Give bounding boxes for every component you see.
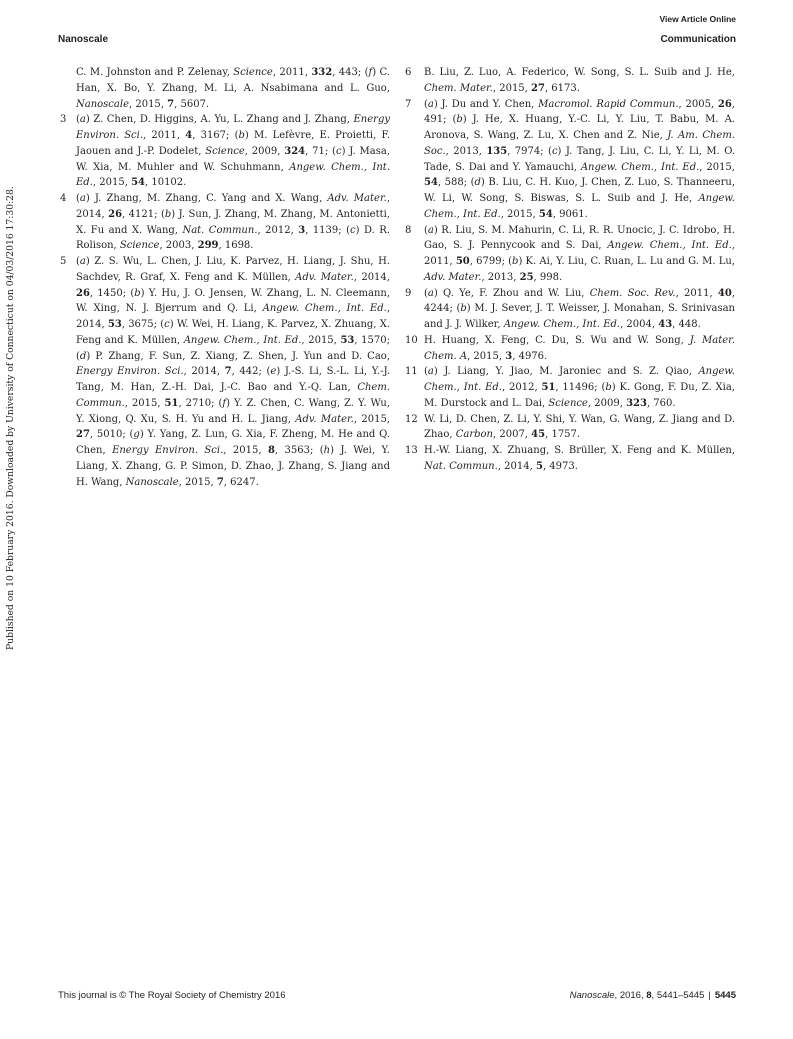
footer-journal: Nanoscale xyxy=(569,990,615,1001)
reference-item xyxy=(60,112,390,191)
reference-text: C. M. Johnston and P. Zelenay, Science, 2011, 332, 443; (f) C. Han, X. Bo, Y. Zhang, M. Li, A. Nsabimana and L. Guo, Nanoscale, 2015, 7, 5607. xyxy=(76,67,390,110)
publication-notice: Published on 10 February 2016. Downloaded by University of Connecticut on 04/03/2016 17:30:28. xyxy=(5,186,16,650)
reference-text: B. Liu, Z. Luo, A. Federico, W. Song, S. L. Suib and J. He, Chem. Mater., 2015, 27, 6173. xyxy=(424,67,735,94)
reference-text: W. Li, D. Chen, Z. Li, Y. Shi, Y. Wan, G. Wang, Z. Jiang and D. Zhao, Carbon, 2007, 45, 1757. xyxy=(424,413,735,441)
footer-volume: 8 xyxy=(646,990,652,1001)
journal-header: Nanoscale xyxy=(58,34,109,45)
reference-number: 9 xyxy=(405,287,412,299)
reference-text: (a) J. Zhang, M. Zhang, C. Yang and X. Wang, Adv. Mater., 2014, 26, 4121; (b) J. Sun, J. Zhang, M. Zhang, M. Antonietti, X. Fu and X. Wang, Nat. Commun., 2012, 3, 1139; (c) D. R. Rolison, Science, 2003, 299, 1698. xyxy=(76,193,390,252)
publication-sidebar xyxy=(3,130,19,650)
reference-item xyxy=(405,443,735,475)
reference-item xyxy=(60,254,390,490)
page-number: 5445 xyxy=(714,990,736,1001)
reference-text: (a) J. Liang, Y. Jiao, M. Jaroniec and S. Z. Qiao, Angew. Chem., Int. Ed., 2012, 51, 11496; (b) K. Gong, F. Du, Z. Xia, M. Durstock and L. Dai, Science, 2009, 323, 760. xyxy=(424,366,735,409)
references-right-column xyxy=(405,65,735,475)
copyright-footer: This journal is © The Royal Society of Chemistry 2016 xyxy=(58,990,286,1001)
references-left-column xyxy=(60,65,390,490)
reference-item xyxy=(405,364,735,411)
reference-item xyxy=(405,223,735,286)
reference-item xyxy=(60,65,390,112)
reference-number: 13 xyxy=(405,445,418,456)
reference-text: H. Huang, X. Feng, C. Du, S. Wu and W. Song, J. Mater. Chem. A, 2015, 3, 4976. xyxy=(424,334,735,362)
citation-footer xyxy=(570,990,736,1001)
reference-text: (a) J. Du and Y. Chen, Macromol. Rapid Commun., 2005, 26, 491; (b) J. He, X. Huang, Y.-C. Li, Y. Liu, T. Babu, M. A. Aronova, S. Wang, Z. Lu, X. Chen and Z. Nie, J. Am. Chem. Soc., 2013, 135, 7974; (c) J. Tang, J. Liu, C. Li, Y. Li, M. O. Tade, S. Dai and Y. Yamauchi, Angew. Chem., Int. Ed., 2015, 54, 588; (d) B. Liu, C. H. Kuo, J. Chen, Z. Luo, S. Thanneeru, W. Li, W. Song, S. Biswas, S. L. Suib and J. He, Angew. Chem., Int. Ed., 2015, 54, 9061. xyxy=(424,98,736,220)
reference-number: 11 xyxy=(405,366,418,378)
reference-text: (a) Q. Ye, F. Zhou and W. Liu, Chem. Soc. Rev., 2011, 40, 4244; (b) M. J. Sever, J. T. Weisser, J. Monahan, S. Srinivasan and J. J. Wilker, Angew. Chem., Int. Ed., 2004, 43, 448. xyxy=(424,287,735,330)
reference-number: 3 xyxy=(60,114,67,126)
footer-year: , 2016, xyxy=(614,990,647,1001)
reference-text: (a) Z. S. Wu, L. Chen, J. Liu, K. Parvez, H. Liang, J. Shu, H. Sachdev, R. Graf, X. Feng and K. Müllen, Adv. Mater., 2014, 26, 1450; (b) Y. Hu, J. O. Jensen, W. Zhang, L. N. Cleemann, W. Xing, N. J. Bjerrum and Q. Li, Angew. Chem., Int. Ed., 2014, 53, 3675; (c) W. Wei, H. Liang, K. Parvez, X. Zhuang, X. Feng and K. Müllen, Angew. Chem., Int. Ed., 2015, 53, 1570; (d) P. Zhang, F. Sun, Z. Xiang, Z. Shen, J. Yun and D. Cao, Energy Environ. Sci., 2014, 7, 442; (e) J.-S. Li, S.-L. Li, Y.-J. Tang, M. Han, Z.-H. Dai, J.-C. Bao and Y.-Q. Lan, Chem. Commun., 2015, 51, 2710; (f) Y. Z. Chen, C. Wang, Z. Y. Wu, Y. Xiong, Q. Xu, S. H. Yu and H. L. Jiang, Adv. Mater., 2015, 27, 5010; (g) Y. Yang, Z. Lun, G. Xia, F. Zheng, M. He and Q. Chen, Energy Environ. Sci., 2015, 8, 3563; (h) J. Wei, Y. Liang, X. Zhang, G. P. Simon, D. Zhao, J. Zhang, S. Jiang and H. Wang, Nanoscale, 2015, 7, 6247. xyxy=(76,256,391,488)
reference-text: (a) R. Liu, S. M. Mahurin, C. Li, R. R. Unocic, J. C. Idrobo, H. Gao, S. J. Pennycook and S. Dai, Angew. Chem., Int. Ed., 2011, 50, 6799; (b) K. Ai, Y. Liu, C. Ruan, L. Lu and G. M. Lu, Adv. Mater., 2013, 25, 998. xyxy=(424,224,735,283)
footer-pages: , 5441–5445 xyxy=(651,990,705,1001)
section-header: Communication xyxy=(660,34,736,45)
reference-number: 6 xyxy=(405,67,412,78)
reference-item xyxy=(405,286,735,333)
reference-number: 5 xyxy=(60,256,67,267)
footer-separator: | xyxy=(708,990,711,1001)
reference-item xyxy=(60,191,390,254)
reference-text: (a) Z. Chen, D. Higgins, A. Yu, L. Zhang and J. Zhang, Energy Environ. Sci., 2011, 4, 3167; (b) M. Lefèvre, E. Proietti, F. Jaouen and J.-P. Dodelet, Science, 2009, 324, 71; (c) J. Masa, W. Xia, M. Muhler and W. Schuhmann, Angew. Chem., Int. Ed., 2015, 54, 10102. xyxy=(76,114,390,189)
view-article-online-link[interactable]: View Article Online xyxy=(659,14,736,24)
reference-number: 7 xyxy=(405,98,412,110)
reference-item xyxy=(405,412,735,444)
reference-number: 12 xyxy=(405,413,418,425)
reference-number: 8 xyxy=(405,224,412,236)
reference-number: 4 xyxy=(60,193,67,204)
reference-item xyxy=(405,65,735,97)
reference-text: H.-W. Liang, X. Zhuang, S. Brüller, X. Feng and K. Müllen, Nat. Commun., 2014, 5, 4973. xyxy=(424,445,735,472)
reference-item xyxy=(405,333,735,365)
reference-number xyxy=(60,65,76,112)
reference-item xyxy=(405,97,735,223)
reference-number: 10 xyxy=(405,334,418,346)
